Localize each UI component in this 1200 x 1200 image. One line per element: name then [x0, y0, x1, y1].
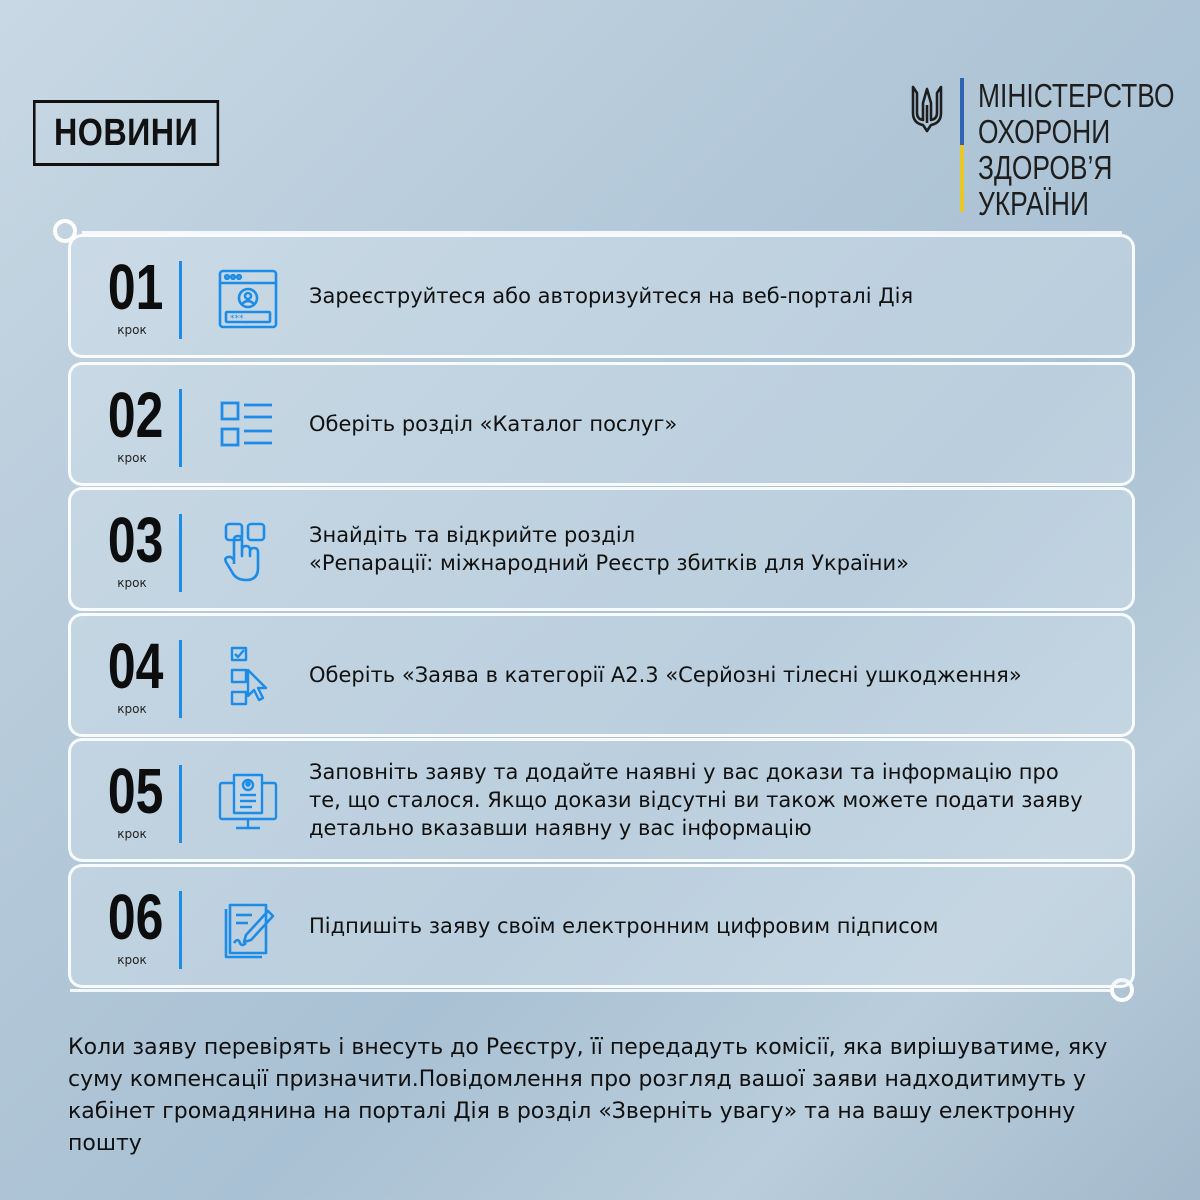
list-icon: [216, 395, 280, 459]
step-text: Зареєструйтеся або авторизуйтеся на веб-порталі Дія: [309, 284, 914, 308]
step-text: Оберіть «Заява в категорії А2.3 «Серйозні тілесні ушкодження»: [309, 663, 1022, 687]
tap-hand-icon: [216, 520, 280, 584]
step-number: 06: [107, 881, 164, 953]
computer-profile-icon: [216, 771, 280, 835]
step-number: 05: [107, 755, 164, 827]
step-number: 01: [107, 251, 164, 323]
step-label: крок: [117, 323, 147, 337]
step-card-06: [68, 864, 1135, 988]
news-label-box: [33, 100, 219, 166]
step-label: крок: [117, 953, 147, 967]
step-card-01: [68, 234, 1135, 358]
web-login-icon: [216, 267, 280, 331]
step-text: Знайдіть та відкрийте розділ «Репарації: міжнародний Реєстр збитків для України»: [309, 523, 909, 575]
ministry-color-bar: [960, 78, 964, 212]
step-number: 03: [107, 504, 164, 576]
step-label: крок: [117, 576, 147, 590]
step-card-05: [68, 738, 1135, 862]
step-number: 04: [107, 630, 164, 702]
step-label: крок: [117, 702, 147, 716]
ministry-logo: [910, 78, 1200, 222]
timeline-bottom-line: [70, 989, 1110, 992]
step-card-02: [68, 362, 1135, 486]
step-card-03: [68, 487, 1135, 611]
sign-document-icon: [216, 897, 280, 961]
news-label: НОВИНИ: [54, 111, 199, 154]
step-divider: [179, 765, 182, 843]
step-number: 02: [107, 379, 164, 451]
step-divider: [179, 891, 182, 969]
step-label: крок: [117, 451, 147, 465]
step-text: Оберіть розділ «Каталог послуг»: [309, 412, 678, 436]
step-divider: [179, 261, 182, 339]
ministry-name: [978, 78, 1175, 222]
ministry-line-4: УКРАЇНИ: [978, 185, 1089, 222]
step-label: крок: [117, 827, 147, 841]
svg-text:***_: ***_: [230, 314, 248, 324]
step-divider: [179, 389, 182, 467]
step-text: Підпишіть заяву своїм електронним цифровим підписом: [309, 914, 939, 938]
step-divider: [179, 640, 182, 718]
ministry-line-3: ЗДОРОВ’Я: [978, 149, 1113, 186]
step-card-04: [68, 613, 1135, 737]
trident-icon: [910, 83, 944, 133]
ministry-line-1: МІНІСТЕРСТВО: [978, 77, 1175, 114]
footer-text: Коли заяву перевірять і внесуть до Реєстру, її передадуть комісії, яка вирішуватиме, яку суму компенсації призначити.Повідомлення про розгляд вашої заяви надходитимуть у кабінет громадянина на порталі Дія в розділ «Зверніть увагу» та на вашу електронну пошту: [68, 1035, 1108, 1156]
step-divider: [179, 514, 182, 592]
ministry-line-2: ОХОРОНИ: [978, 113, 1111, 150]
checklist-cursor-icon: [216, 646, 280, 710]
step-text: Заповніть заяву та додайте наявні у вас докази та інформацію про те, що сталося. Якщо докази відсутні ви також можете подати заяву детально вказавши наявну у вас інформацію: [309, 760, 1083, 840]
